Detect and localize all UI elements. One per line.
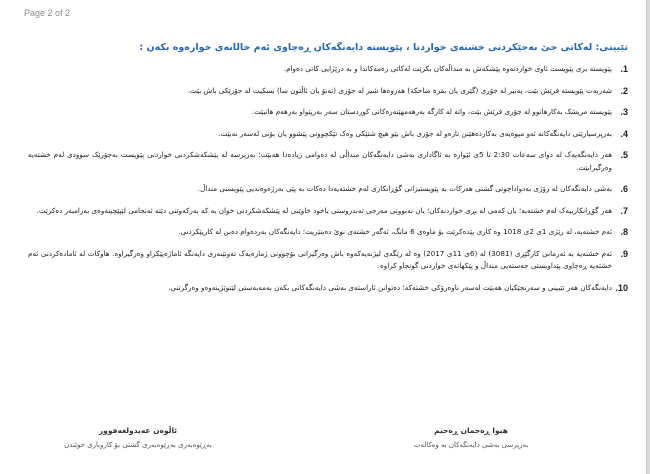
note-number: 8.: [620, 227, 628, 237]
notes-heading: تێبینی: لەکاتی جێ بەجێکردنی خشتەی خواردنا ، پێویستە دایەنگەکان ڕەچاوی ئەم خاڵانەی خوارەوە بکەن :: [139, 42, 628, 53]
note-item: [28, 149, 628, 174]
note-number: 10.: [615, 282, 628, 293]
signatory-title: بەڕێوەبەری بەڕێوەبەری گشتی بۆ کاروباری خوێندن: [64, 441, 212, 449]
note-text: هەر گۆڕانکارییەک لەم خشتەیە؛ بان کەمی لە بڕی خواردنەکان؛ یان نەبوونی مەرجی تەندروستی یاخود خاوێنی لە پێشکەشکردنی خوان بە کە بەرکەوتنی دێتە ئەنجامی لێپێچینەوەی بەرامبەر دەکرێت.: [36, 205, 612, 215]
note-text: شەربەت پێویستە فرێش بێت، پەنیر لە جۆری (گێری یان بقرة ضاحكة) هەروەها شیر لە جۆری (تەنۆ یان ئاڵتون سا) بسکیت لە جۆرێکی باش بێت.: [187, 85, 612, 95]
note-number: 7.: [620, 205, 628, 216]
note-item: [28, 63, 628, 76]
note-number: 3.: [620, 107, 628, 117]
signatory-name: هیوا ڕەحمان ڕەحیم: [434, 426, 508, 435]
note-number: 1.: [620, 64, 628, 74]
note-item: [28, 183, 628, 196]
note-text: پێویستە مریشک بەکارهاتوو لە جۆری فرێش بێت، واتە لە کارگە بەرهەمهێنەرەکانی کوردستان سەر بەرپێواو بەرهەم هاتبێت.: [251, 107, 612, 116]
signature-right: [386, 426, 556, 449]
note-text: ئەم خشتەیە بە ئەرمانی کارگێڕی (3081) لە (6ی 11ی 2017) وە لە رێگەی لیژنەیەکەوە باش وەرگیرانی بۆچوونی ژمارەیەک تەونێنەری دایەنگە ئاماژەپێکراو وەرگیراوە. هاوکات لە ئامادەکردنی ئەم خشتەیە ڕەچاوی پێداویستی جەستەیی منداڵ و پێکهاتەی خواردنی گونجاو کراوە.: [28, 248, 612, 270]
note-item: [28, 128, 628, 141]
note-text: دایەنگەکان هەر تێبینی و سەرنجێکیان هەبێت لەسەر ناوەرۆکی خشتەکە؛ دەتوانن ئاراستەی بەشی دایەنگەکانی بکەن بەمەبەستی لێتوێژینەوەو وەرگرتنی.: [168, 282, 612, 292]
note-item: [28, 282, 628, 295]
note-text: هەر دایەنگەیەک لە دوای سەعات 2:30 تا 5ی ئێوارە بە ئاگاداری بەشی دایەنگەکان منداڵی لە دەوامی زیادەدا هەبێت؛ بەرپرسە لە پێشکەشکردنی خواردنی پێویست بەجۆرێک سوودی لەم خشتەیە وەرگیرابێت.: [28, 150, 612, 172]
note-item: [28, 248, 628, 273]
note-text: ئەم خشتەیە، لە رێژی 1ی 2ی 1018 وە کاری پێدەکرێت بۆ ماوەی 6 مانگ، ئەگەر خشتەی نوێ دەبنێریت؛ دایەنگەکان بەردەوام دەبن لە کارپێکردنی.: [178, 227, 612, 236]
note-text: پێویستە بری پێویست ئاوی خواردنەوە پێشکەش بە منداڵەکان بکرێت لەکاتی زەمەکاندا و بە درێژایی کاتی دەوام.: [283, 64, 612, 73]
note-item: [28, 106, 628, 119]
note-number: 4.: [620, 128, 628, 139]
note-item: [28, 205, 628, 218]
note-number: 2.: [620, 85, 628, 96]
note-text: بەشی دایەنگەکان لە رۆژی بەدواداچونی گشتی هەرکات بە پێویستیزانی گۆڕانکاری لەم خشتەیەدا دەکات بە پێی بەرژەوەندیی پێویستی منداڵ.: [197, 184, 612, 193]
note-text: بەرپرسیارێتی دایەنگەکانە ئەو میوەیەی بەکاردەهێنن تازەو لە جۆری باش بێو هیچ شتێکی وەک تێکچوونی پێشوو یان بۆنی لەسەر نەبێت.: [218, 128, 612, 138]
signatory-title: بەرپرسی بەشی دایەنگەکان بە وەکالەت: [413, 441, 529, 449]
note-number: 6.: [620, 184, 628, 194]
signatory-name: ئاڵوەن عەبدولغەفوور: [98, 426, 178, 435]
signature-left: [48, 426, 228, 449]
notes-list: [28, 63, 628, 303]
page-number: Page 2 of 2: [24, 8, 71, 18]
note-number: 5.: [620, 150, 628, 160]
note-item: [28, 85, 628, 98]
note-number: 9.: [620, 248, 628, 259]
note-item: [28, 226, 628, 239]
